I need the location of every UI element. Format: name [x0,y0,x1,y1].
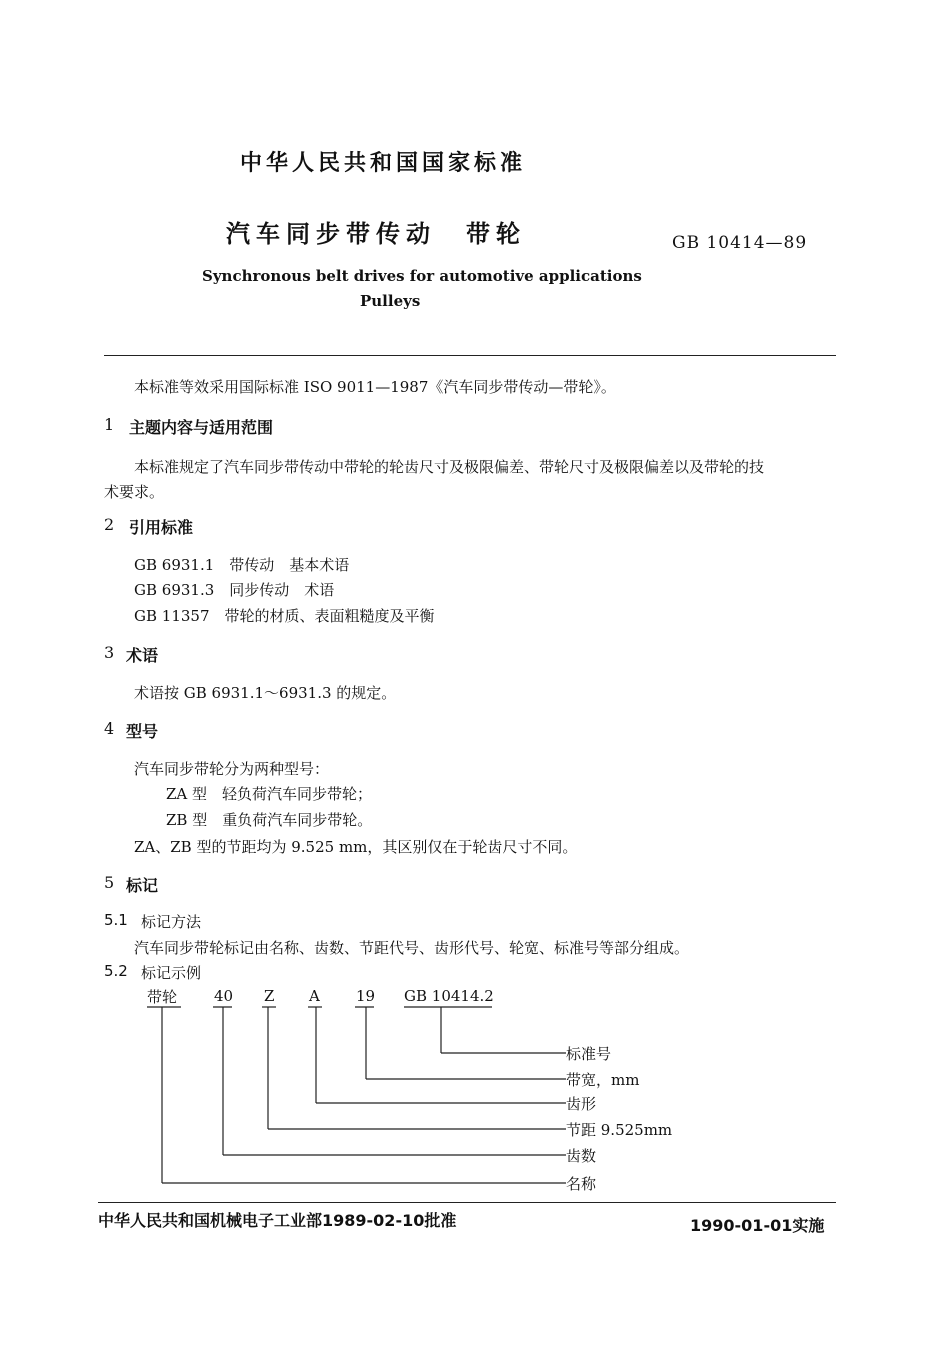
section-4-title: 型号 [126,722,159,741]
marking-label-teeth: 齿数 [566,1147,597,1165]
marking-part-teeth: 40 [214,987,234,1005]
section-2-number: 2 [104,515,115,534]
intro-text: 本标准等效采用国际标准 ISO 9011—1987《汽车同步带传动—带轮》。 [134,378,616,396]
marking-label-name: 名称 [566,1175,597,1193]
section-1-title: 主题内容与适用范围 [129,418,274,437]
reference-item: GB 11357 带轮的材质、表面粗糙度及平衡 [134,607,435,625]
standard-number: GB 10414—89 [672,233,808,253]
reference-item: GB 6931.1 带传动 基本术语 [134,556,350,574]
document-title-en: Synchronous belt drives for automotive applications [202,267,642,285]
document-subtitle-en: Pulleys [360,292,421,310]
section-1-text-line1: 本标准规定了汽车同步带传动中带轮的轮齿尺寸及极限偏差、带轮尺寸及极限偏差以及带轮的技 [134,458,765,476]
section-5-number: 5 [104,873,115,892]
section-3-title: 术语 [126,646,159,665]
section-5-title: 标记 [126,876,159,895]
section-4-note: ZA、ZB 型的节距均为 9.525 mm，其区别仅在于轮齿尺寸不同。 [134,838,578,856]
section-3-number: 3 [104,643,115,662]
section-3-text: 术语按 GB 6931.1～6931.3 的规定。 [134,684,397,702]
marking-part-standard: GB 10414.2 [404,987,494,1005]
footer-divider [98,1202,836,1203]
section-1-number: 1 [104,415,115,434]
subsection-5-1-text: 汽车同步带轮标记由名称、齿数、节距代号、齿形代号、轮宽、标准号等部分组成。 [134,939,690,957]
effective-date: 1990-01-01实施 [690,1216,825,1235]
type-zb: ZB 型 重负荷汽车同步带轮。 [166,811,373,829]
subsection-5-1-title: 标记方法 [141,913,202,931]
reference-item: GB 6931.3 同步传动 术语 [134,581,335,599]
section-2-title: 引用标准 [129,518,194,537]
marking-part-profile: A [309,987,320,1005]
marking-label-standard: 标准号 [566,1045,612,1063]
marking-part-name: 带轮 [147,988,178,1006]
national-standard-heading: 中华人民共和国国家标准 [240,151,527,176]
marking-part-pitch: Z [264,987,275,1005]
document-title-cn: 汽车同步带传动 带轮 [226,220,526,248]
section-4-intro: 汽车同步带轮分为两种型号： [134,760,330,778]
marking-label-profile: 齿形 [566,1095,597,1113]
approval-info: 中华人民共和国机械电子工业部1989-02-10批准 [98,1211,457,1230]
marking-label-width: 带宽，mm [566,1071,640,1089]
section-4-number: 4 [104,719,115,738]
subsection-5-1-number: 5.1 [104,911,128,929]
subsection-5-2-title: 标记示例 [141,964,202,982]
marking-part-width: 19 [356,987,376,1005]
marking-label-pitch: 节距 9.525mm [566,1121,673,1139]
subsection-5-2-number: 5.2 [104,962,128,980]
type-za: ZA 型 轻负荷汽车同步带轮； [166,785,373,803]
section-1-text-line2: 术要求。 [104,483,165,501]
